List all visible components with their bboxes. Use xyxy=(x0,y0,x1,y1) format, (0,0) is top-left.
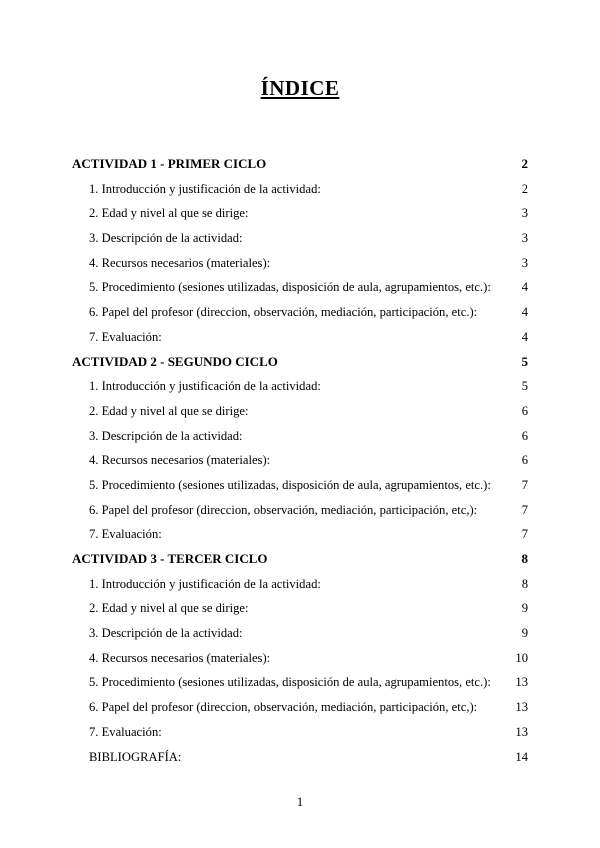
toc-entry[interactable] xyxy=(72,522,528,547)
toc-entry-label: 4. Recursos necesarios (materiales): xyxy=(89,453,271,468)
toc-entry-page: 6 xyxy=(521,428,528,443)
toc-heading[interactable] xyxy=(72,152,528,177)
toc-entry-label: 5. Procedimiento (sesiones utilizadas, disposición de aula, agrupamientos, etc.): xyxy=(89,280,491,295)
toc-entry-page: 3 xyxy=(521,231,528,246)
toc-entry-page: 3 xyxy=(521,206,528,221)
toc-entry[interactable] xyxy=(72,275,528,300)
toc-entry-label: 7. Evaluación: xyxy=(89,329,162,344)
toc-entry-label: 7. Evaluación: xyxy=(89,724,162,739)
toc-entry[interactable] xyxy=(72,251,528,276)
toc-entry-label: 1. Introducción y justificación de la actividad: xyxy=(89,379,321,394)
toc-entry-label: 7. Evaluación: xyxy=(89,527,162,542)
toc-section-actividad-1 xyxy=(72,152,528,350)
toc-entry[interactable] xyxy=(72,325,528,350)
toc-entry[interactable] xyxy=(72,473,528,498)
toc-entry[interactable] xyxy=(72,300,528,325)
toc-section-actividad-3 xyxy=(72,547,528,745)
toc-heading-label: ACTIVIDAD 3 - TERCER CICLO xyxy=(72,551,268,566)
toc-entry-label: 1. Introducción y justificación de la actividad: xyxy=(89,576,321,591)
toc-entry-page: 13 xyxy=(515,724,528,739)
toc-entry-label: 1. Introducción y justificación de la actividad: xyxy=(89,181,321,196)
toc-entry[interactable] xyxy=(72,226,528,251)
toc-entry-label: 3. Descripción de la actividad: xyxy=(89,626,243,641)
toc-entry[interactable] xyxy=(72,596,528,621)
toc-entry-label: 3. Descripción de la actividad: xyxy=(89,428,243,443)
toc-entry-page: 13 xyxy=(515,675,528,690)
toc-entry[interactable] xyxy=(72,720,528,745)
toc-heading[interactable] xyxy=(72,547,528,572)
page-title: ÍNDICE xyxy=(260,76,340,100)
toc-section-actividad-2 xyxy=(72,350,528,548)
toc-entry-page: 13 xyxy=(515,700,528,715)
toc-heading-label: ACTIVIDAD 1 - PRIMER CICLO xyxy=(72,156,267,171)
toc-heading[interactable] xyxy=(72,350,528,375)
toc-entry-page: 7 xyxy=(521,527,528,542)
toc-entry-label: BIBLIOGRAFÍA: xyxy=(89,749,182,764)
toc-entry-label: 2. Edad y nivel al que se dirige: xyxy=(89,601,249,616)
toc-entry-page: 3 xyxy=(521,255,528,270)
table-of-contents xyxy=(72,152,528,769)
toc-entry[interactable] xyxy=(72,399,528,424)
toc-entry-label: 5. Procedimiento (sesiones utilizadas, disposición de aula, agrupamientos, etc.): xyxy=(89,675,491,690)
toc-entry[interactable] xyxy=(72,572,528,597)
toc-entry-page: 2 xyxy=(521,181,528,196)
toc-heading-label: ACTIVIDAD 2 - SEGUNDO CICLO xyxy=(72,353,278,369)
toc-entry-page: 9 xyxy=(521,626,528,641)
toc-heading-page: 8 xyxy=(521,551,528,566)
toc-entry[interactable] xyxy=(72,670,528,695)
toc-entry-page: 14 xyxy=(515,749,528,764)
toc-entry-bibliografia[interactable] xyxy=(72,745,528,770)
toc-entry-page: 7 xyxy=(521,502,528,517)
toc-entry-label: 2. Edad y nivel al que se dirige: xyxy=(89,403,249,418)
toc-entry-label: 2. Edad y nivel al que se dirige: xyxy=(89,206,249,221)
toc-entry-page: 10 xyxy=(515,650,528,665)
toc-entry-label: 6. Papel del profesor (direccion, observación, mediación, participación, etc,): xyxy=(89,502,478,517)
toc-entry-label: 6. Papel del profesor (direccion, observación, mediación, participación, etc,): xyxy=(89,700,478,715)
toc-entry[interactable] xyxy=(72,201,528,226)
toc-entry[interactable] xyxy=(72,448,528,473)
toc-entry[interactable] xyxy=(72,177,528,202)
toc-entry-page: 8 xyxy=(521,576,528,591)
toc-entry-page: 4 xyxy=(521,329,528,344)
toc-entry-page: 7 xyxy=(521,477,528,492)
toc-heading-page: 2 xyxy=(521,156,528,171)
toc-heading-page: 5 xyxy=(521,353,528,369)
toc-entry[interactable] xyxy=(72,424,528,449)
toc-entry-label: 6. Papel del profesor (direccion, observación, mediación, participación, etc.): xyxy=(89,305,478,320)
toc-entry[interactable] xyxy=(72,498,528,523)
toc-entry[interactable] xyxy=(72,374,528,399)
toc-entry-page: 4 xyxy=(521,280,528,295)
page-number: 1 xyxy=(296,794,304,809)
toc-entry-label: 5. Procedimiento (sesiones utilizadas, disposición de aula, agrupamientos, etc.): xyxy=(89,477,491,492)
toc-entry[interactable] xyxy=(72,646,528,671)
toc-entry[interactable] xyxy=(72,621,528,646)
toc-entry-page: 5 xyxy=(521,379,528,394)
toc-entry-page: 4 xyxy=(521,305,528,320)
toc-entry-label: 3. Descripción de la actividad: xyxy=(89,231,243,246)
toc-entry-label: 4. Recursos necesarios (materiales): xyxy=(89,255,271,270)
toc-entry[interactable] xyxy=(72,695,528,720)
toc-entry-page: 6 xyxy=(521,403,528,418)
toc-entry-page: 9 xyxy=(521,601,528,616)
toc-entry-page: 6 xyxy=(521,453,528,468)
toc-entry-label: 4. Recursos necesarios (materiales): xyxy=(89,650,271,665)
